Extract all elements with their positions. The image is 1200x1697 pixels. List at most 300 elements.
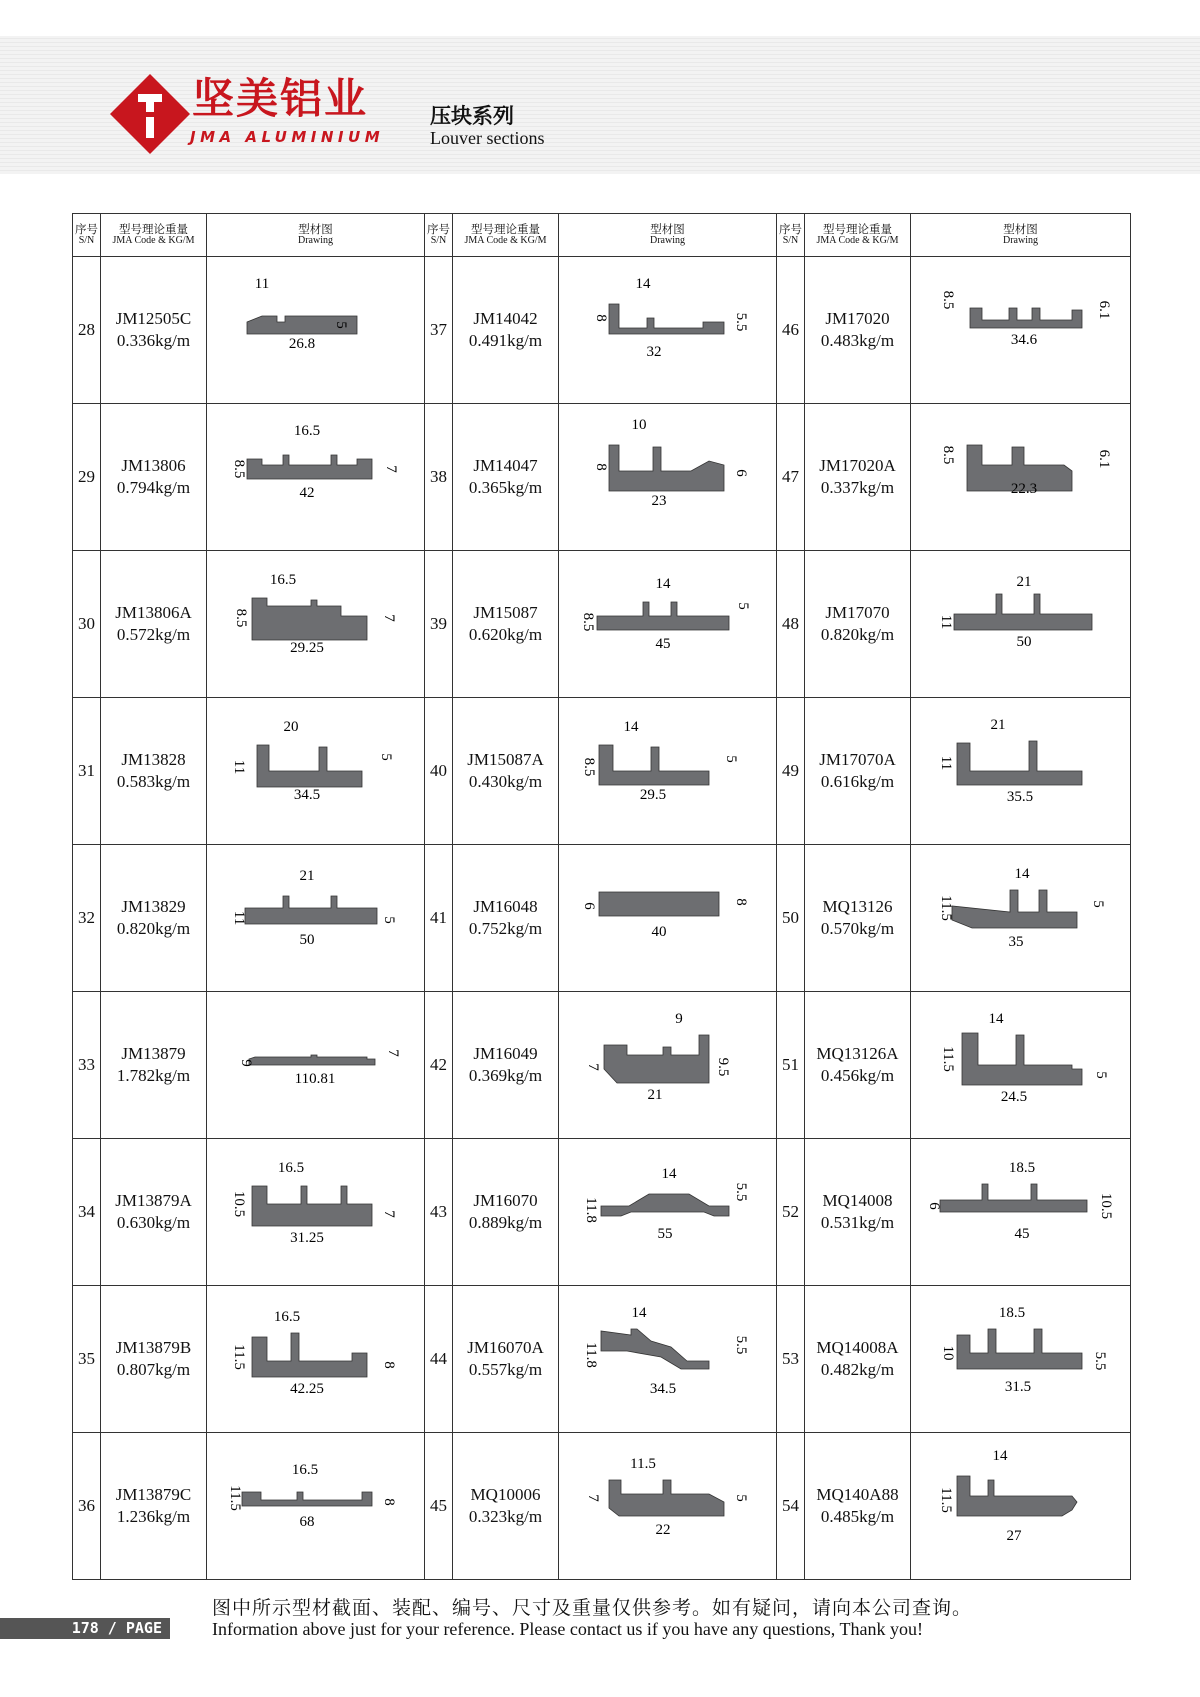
profile-drawing bbox=[559, 407, 776, 547]
profile-code: JM13879B bbox=[115, 1338, 192, 1357]
profile-drawing bbox=[559, 1289, 776, 1429]
dimension-label: 16.5 bbox=[291, 1462, 319, 1478]
dimension-label: 34.5 bbox=[293, 787, 321, 803]
profile-weight: 0.807kg/m bbox=[116, 1360, 191, 1379]
code-weight-cell bbox=[101, 1433, 207, 1580]
code-weight-cell bbox=[453, 1286, 559, 1433]
dimension-label: 9 bbox=[238, 1059, 254, 1067]
profile-section-shape bbox=[257, 745, 362, 787]
dimension-label: 34.5 bbox=[649, 1381, 677, 1397]
col-header-code: 型号理论重量 JMA Code & KG/M bbox=[101, 214, 207, 257]
profile-code: JM13879C bbox=[115, 1485, 192, 1504]
dimension-label: 11.5 bbox=[940, 1046, 956, 1072]
code-weight-cell bbox=[453, 404, 559, 551]
dimension-label: 20 bbox=[283, 719, 299, 735]
dimension-label: 8.5 bbox=[581, 757, 597, 777]
profile-code: JM15087A bbox=[467, 750, 544, 769]
profile-drawing-cell bbox=[559, 257, 777, 404]
serial-number: 53 bbox=[777, 1286, 805, 1433]
profile-drawing bbox=[559, 701, 776, 841]
serial-number: 44 bbox=[425, 1286, 453, 1433]
profile-drawing-cell bbox=[559, 845, 777, 992]
dimension-label: 18.5 bbox=[998, 1305, 1026, 1321]
table-row bbox=[73, 1433, 1131, 1580]
profile-drawing bbox=[559, 554, 776, 694]
dimension-label: 35 bbox=[1008, 934, 1024, 950]
dimension-label: 45 bbox=[1014, 1226, 1030, 1242]
profile-drawing bbox=[912, 260, 1129, 400]
dimension-label: 27 bbox=[1006, 1528, 1022, 1544]
profile-section-shape bbox=[962, 1033, 1082, 1085]
serial-number: 42 bbox=[425, 992, 453, 1139]
dimension-label: 9.5 bbox=[715, 1057, 731, 1077]
dimension-label: 42.25 bbox=[290, 1381, 324, 1397]
dimension-label: 8 bbox=[733, 898, 749, 906]
profile-section-shape bbox=[609, 445, 724, 491]
dimension-label: 50 bbox=[1016, 634, 1032, 650]
dimension-label: 11.8 bbox=[583, 1197, 599, 1223]
brand-name-cn: 坚美铝业 bbox=[192, 74, 369, 123]
serial-number: 38 bbox=[425, 404, 453, 551]
serial-number: 36 bbox=[73, 1433, 101, 1580]
serial-number: 28 bbox=[73, 257, 101, 404]
dimension-label: 5 bbox=[333, 321, 349, 329]
col-header-code: 型号理论重量 JMA Code & KG/M bbox=[805, 214, 911, 257]
profile-drawing-cell bbox=[911, 845, 1131, 992]
profile-weight: 0.456kg/m bbox=[820, 1066, 895, 1085]
serial-number: 37 bbox=[425, 257, 453, 404]
dimension-label: 11 bbox=[254, 276, 270, 292]
profile-drawing bbox=[559, 1142, 776, 1282]
dimension-label: 14 bbox=[623, 719, 639, 735]
serial-number: 50 bbox=[777, 845, 805, 992]
table-row bbox=[73, 551, 1131, 698]
profile-section-shape bbox=[609, 1480, 724, 1516]
profile-drawing bbox=[559, 260, 776, 400]
profile-drawing bbox=[559, 995, 776, 1135]
profile-weight: 0.820kg/m bbox=[116, 919, 191, 938]
profile-section-shape bbox=[245, 896, 377, 924]
profile-drawing-cell bbox=[207, 257, 425, 404]
dimension-label: 10 bbox=[631, 417, 647, 433]
profile-drawing-cell bbox=[207, 845, 425, 992]
profile-catalog-table bbox=[72, 213, 1131, 1580]
dimension-label: 6 bbox=[733, 469, 749, 477]
profile-code: JM17070A bbox=[819, 750, 896, 769]
profile-code: JM14042 bbox=[473, 309, 538, 328]
page-number: 178 / PAGE bbox=[0, 1618, 170, 1639]
serial-number: 41 bbox=[425, 845, 453, 992]
profile-section-shape bbox=[247, 455, 372, 479]
profile-weight: 0.570kg/m bbox=[820, 919, 895, 938]
serial-number: 43 bbox=[425, 1139, 453, 1286]
dimension-label: 42 bbox=[299, 485, 315, 501]
profile-drawing-cell bbox=[911, 257, 1131, 404]
dimension-label: 45 bbox=[655, 636, 671, 652]
profile-drawing-cell bbox=[207, 1433, 425, 1580]
profile-drawing bbox=[912, 701, 1129, 841]
code-weight-cell bbox=[805, 404, 911, 551]
profile-section-shape bbox=[252, 1333, 367, 1377]
dimension-label: 18.5 bbox=[1008, 1160, 1036, 1176]
profile-section-shape bbox=[957, 741, 1082, 785]
dimension-label: 5.5 bbox=[733, 312, 749, 332]
dimension-label: 14 bbox=[635, 276, 651, 292]
code-weight-cell bbox=[805, 551, 911, 698]
dimension-label: 22.3 bbox=[1010, 481, 1038, 497]
profile-weight: 0.365kg/m bbox=[468, 478, 543, 497]
dimension-label: 29.5 bbox=[639, 787, 667, 803]
code-weight-cell bbox=[453, 698, 559, 845]
profile-weight: 0.323kg/m bbox=[468, 1507, 543, 1526]
profile-code: JM16070 bbox=[473, 1191, 538, 1210]
profile-weight: 0.630kg/m bbox=[116, 1213, 191, 1232]
profile-drawing-cell bbox=[559, 992, 777, 1139]
dimension-label: 5 bbox=[378, 753, 394, 761]
profile-weight: 0.482kg/m bbox=[820, 1360, 895, 1379]
profile-code: JM12505C bbox=[115, 309, 192, 328]
profile-drawing bbox=[207, 407, 424, 547]
profile-weight: 1.236kg/m bbox=[116, 1507, 191, 1526]
dimension-label: 7 bbox=[585, 1494, 601, 1502]
dimension-label: 8 bbox=[593, 314, 609, 322]
profile-section-shape bbox=[604, 1035, 709, 1083]
dimension-label: 16.5 bbox=[277, 1160, 305, 1176]
dimension-label: 8 bbox=[381, 1361, 397, 1369]
dimension-label: 55 bbox=[657, 1226, 673, 1242]
profile-drawing-cell bbox=[911, 992, 1131, 1139]
dimension-label: 21 bbox=[1016, 574, 1032, 590]
dimension-label: 5 bbox=[733, 1494, 749, 1502]
dimension-label: 14 bbox=[992, 1448, 1008, 1464]
code-weight-cell bbox=[453, 1139, 559, 1286]
dimension-label: 8 bbox=[593, 463, 609, 471]
profile-code: MQ13126A bbox=[816, 1044, 899, 1063]
profile-drawing bbox=[912, 1289, 1129, 1429]
profile-drawing-cell bbox=[911, 698, 1131, 845]
profile-code: MQ10006 bbox=[470, 1485, 541, 1504]
profile-drawing bbox=[207, 554, 424, 694]
dimension-label: 14 bbox=[988, 1011, 1004, 1027]
code-weight-cell bbox=[453, 845, 559, 992]
profile-drawing bbox=[559, 848, 776, 988]
profile-drawing-cell bbox=[559, 1286, 777, 1433]
profile-drawing-cell bbox=[911, 551, 1131, 698]
profile-drawing-cell bbox=[559, 551, 777, 698]
dimension-label: 34.6 bbox=[1010, 332, 1038, 348]
profile-section-shape bbox=[601, 1194, 729, 1216]
code-weight-cell bbox=[805, 1286, 911, 1433]
section-title-cn: 压块系列 bbox=[430, 104, 514, 128]
dimension-label: 21 bbox=[647, 1087, 663, 1103]
dimension-label: 7 bbox=[585, 1063, 601, 1071]
serial-number: 33 bbox=[73, 992, 101, 1139]
profile-drawing-cell bbox=[207, 1139, 425, 1286]
profile-code: JM17020A bbox=[819, 456, 896, 475]
profile-drawing bbox=[912, 995, 1129, 1135]
profile-code: JM13829 bbox=[121, 897, 186, 916]
profile-weight: 0.485kg/m bbox=[820, 1507, 895, 1526]
dimension-label: 7 bbox=[385, 1049, 401, 1057]
profile-section-shape bbox=[609, 304, 724, 334]
profile-weight: 0.531kg/m bbox=[820, 1213, 895, 1232]
serial-number: 45 bbox=[425, 1433, 453, 1580]
serial-number: 54 bbox=[777, 1433, 805, 1580]
profile-drawing-cell bbox=[207, 551, 425, 698]
profile-drawing-cell bbox=[207, 992, 425, 1139]
table-row bbox=[73, 698, 1131, 845]
dimension-label: 7 bbox=[381, 1210, 397, 1218]
profile-drawing bbox=[207, 1289, 424, 1429]
profile-section-shape bbox=[954, 594, 1092, 630]
dimension-label: 21 bbox=[299, 868, 315, 884]
code-weight-cell bbox=[453, 551, 559, 698]
dimension-label: 9 bbox=[675, 1011, 683, 1027]
serial-number: 52 bbox=[777, 1139, 805, 1286]
dimension-label: 5 bbox=[1090, 900, 1106, 908]
dimension-label: 31.5 bbox=[1004, 1379, 1032, 1395]
serial-number: 48 bbox=[777, 551, 805, 698]
profile-weight: 0.889kg/m bbox=[468, 1213, 543, 1232]
dimension-label: 5.5 bbox=[1092, 1351, 1108, 1371]
code-weight-cell bbox=[805, 992, 911, 1139]
profile-weight: 0.336kg/m bbox=[116, 331, 191, 350]
profile-weight: 0.794kg/m bbox=[116, 478, 191, 497]
dimension-label: 11.5 bbox=[227, 1485, 243, 1511]
profile-drawing bbox=[912, 848, 1129, 988]
profile-section-shape bbox=[597, 602, 729, 630]
profile-drawing-cell bbox=[911, 404, 1131, 551]
serial-number: 47 bbox=[777, 404, 805, 551]
dimension-label: 68 bbox=[299, 1514, 315, 1530]
dimension-label: 31.25 bbox=[290, 1230, 324, 1246]
profile-drawing bbox=[912, 1142, 1129, 1282]
table-row bbox=[73, 1139, 1131, 1286]
profile-weight: 0.483kg/m bbox=[820, 331, 895, 350]
dimension-label: 6 bbox=[926, 1202, 942, 1210]
profile-weight: 1.782kg/m bbox=[116, 1066, 191, 1085]
profile-drawing-cell bbox=[559, 404, 777, 551]
code-weight-cell bbox=[101, 551, 207, 698]
profile-drawing bbox=[207, 1436, 424, 1576]
dimension-label: 26.8 bbox=[288, 336, 316, 352]
profile-code: JM13879 bbox=[121, 1044, 186, 1063]
profile-section-shape bbox=[940, 1184, 1087, 1212]
profile-code: MQ13126 bbox=[822, 897, 893, 916]
profile-weight: 0.557kg/m bbox=[468, 1360, 543, 1379]
footer-note-en: Information above just for your reference. Please contact us if you have any questions, Thank you! bbox=[212, 1619, 923, 1639]
dimension-label: 110.81 bbox=[294, 1071, 336, 1087]
dimension-label: 8.5 bbox=[231, 459, 247, 479]
profile-section-shape bbox=[252, 1186, 372, 1226]
code-weight-cell bbox=[805, 257, 911, 404]
col-header-sn: 序号 S/N bbox=[73, 214, 101, 257]
profile-code: JM16049 bbox=[473, 1044, 538, 1063]
profile-drawing-cell bbox=[911, 1139, 1131, 1286]
section-title-en: Louver sections bbox=[430, 128, 545, 148]
dimension-label: 14 bbox=[1014, 866, 1030, 882]
dimension-label: 21 bbox=[990, 717, 1006, 733]
dimension-label: 10.5 bbox=[231, 1190, 247, 1218]
serial-number: 35 bbox=[73, 1286, 101, 1433]
dimension-label: 11 bbox=[938, 755, 954, 771]
code-weight-cell bbox=[805, 1433, 911, 1580]
dimension-label: 5 bbox=[735, 602, 751, 610]
serial-number: 51 bbox=[777, 992, 805, 1139]
profile-drawing-cell bbox=[207, 698, 425, 845]
code-weight-cell bbox=[101, 404, 207, 551]
code-weight-cell bbox=[101, 845, 207, 992]
dimension-label: 23 bbox=[651, 493, 667, 509]
code-weight-cell bbox=[453, 1433, 559, 1580]
profile-section-shape bbox=[252, 598, 367, 640]
code-weight-cell bbox=[805, 845, 911, 992]
profile-weight: 0.572kg/m bbox=[116, 625, 191, 644]
dimension-label: 24.5 bbox=[1000, 1089, 1028, 1105]
profile-code: JM13806A bbox=[115, 603, 192, 622]
code-weight-cell bbox=[101, 992, 207, 1139]
col-header-sn: 序号 S/N bbox=[425, 214, 453, 257]
table-row bbox=[73, 992, 1131, 1139]
profile-code: JM13806 bbox=[121, 456, 186, 475]
profile-code: JM17020 bbox=[825, 309, 890, 328]
jma-logo-icon bbox=[108, 72, 192, 156]
dimension-label: 11.5 bbox=[630, 1456, 656, 1472]
code-weight-cell bbox=[805, 698, 911, 845]
profile-drawing bbox=[207, 260, 424, 400]
dimension-label: 10.5 bbox=[1098, 1192, 1114, 1220]
profile-code: JM14047 bbox=[473, 456, 538, 475]
dimension-label: 8.5 bbox=[940, 290, 956, 310]
profile-section-shape bbox=[957, 1476, 1077, 1516]
profile-code: JM13828 bbox=[121, 750, 186, 769]
profile-code: JM15087 bbox=[473, 603, 538, 622]
dimension-label: 6.1 bbox=[1096, 300, 1112, 320]
dimension-label: 7 bbox=[383, 465, 399, 473]
dimension-label: 5 bbox=[723, 755, 739, 763]
profile-weight: 0.620kg/m bbox=[468, 625, 543, 644]
serial-number: 31 bbox=[73, 698, 101, 845]
profile-code: JM16048 bbox=[473, 897, 538, 916]
profile-section-shape bbox=[249, 1055, 375, 1065]
profile-section-shape bbox=[599, 745, 709, 785]
col-header-drawing: 型材图 Drawing bbox=[207, 214, 425, 257]
profile-section-shape bbox=[970, 308, 1082, 328]
profile-section-shape bbox=[952, 890, 1077, 928]
profile-drawing bbox=[207, 848, 424, 988]
profile-weight: 0.820kg/m bbox=[820, 625, 895, 644]
profile-section-shape bbox=[601, 1329, 709, 1369]
dimension-label: 5 bbox=[381, 916, 397, 924]
profile-drawing-cell bbox=[911, 1286, 1131, 1433]
table-row bbox=[73, 257, 1131, 404]
code-weight-cell bbox=[453, 992, 559, 1139]
table-row bbox=[73, 845, 1131, 992]
dimension-label: 11.5 bbox=[231, 1344, 247, 1370]
code-weight-cell bbox=[101, 698, 207, 845]
profile-drawing-cell bbox=[559, 1433, 777, 1580]
profile-drawing-cell bbox=[911, 1433, 1131, 1580]
profile-drawing-cell bbox=[559, 698, 777, 845]
profile-weight: 0.752kg/m bbox=[468, 919, 543, 938]
profile-section-shape bbox=[242, 1492, 372, 1506]
serial-number: 39 bbox=[425, 551, 453, 698]
profile-weight: 0.430kg/m bbox=[468, 772, 543, 791]
dimension-label: 11.8 bbox=[583, 1342, 599, 1368]
dimension-label: 16.5 bbox=[269, 572, 297, 588]
code-weight-cell bbox=[101, 1139, 207, 1286]
profile-section-shape bbox=[957, 1329, 1082, 1369]
serial-number: 40 bbox=[425, 698, 453, 845]
dimension-label: 11.5 bbox=[938, 895, 954, 921]
profile-code: JM17070 bbox=[825, 603, 890, 622]
dimension-label: 11 bbox=[231, 759, 247, 775]
dimension-label: 16.5 bbox=[273, 1309, 301, 1325]
profile-drawing bbox=[207, 1142, 424, 1282]
table-row bbox=[73, 1286, 1131, 1433]
code-weight-cell bbox=[101, 1286, 207, 1433]
profile-weight: 0.369kg/m bbox=[468, 1066, 543, 1085]
profile-drawing bbox=[207, 995, 424, 1135]
profile-code: JM13879A bbox=[115, 1191, 192, 1210]
profile-drawing-cell bbox=[559, 1139, 777, 1286]
serial-number: 34 bbox=[73, 1139, 101, 1286]
footer-note-cn: 图中所示型材截面、装配、编号、尺寸及重量仅供参考。如有疑问，请向本公司查询。 bbox=[212, 1597, 973, 1619]
col-header-code: 型号理论重量 JMA Code & KG/M bbox=[453, 214, 559, 257]
profile-drawing bbox=[912, 407, 1129, 547]
profile-code: MQ14008 bbox=[822, 1191, 893, 1210]
dimension-label: 8.5 bbox=[233, 608, 249, 628]
profile-code: JM16070A bbox=[467, 1338, 544, 1357]
dimension-label: 35.5 bbox=[1006, 789, 1034, 805]
dimension-label: 50 bbox=[299, 932, 315, 948]
profile-drawing bbox=[559, 1436, 776, 1576]
dimension-label: 11.5 bbox=[938, 1487, 954, 1513]
serial-number: 29 bbox=[73, 404, 101, 551]
col-header-sn: 序号 S/N bbox=[777, 214, 805, 257]
code-weight-cell bbox=[805, 1139, 911, 1286]
profile-code: MQ14008A bbox=[816, 1338, 899, 1357]
dimension-label: 8.5 bbox=[580, 612, 596, 632]
dimension-label: 7 bbox=[381, 614, 397, 622]
dimension-label: 6.1 bbox=[1096, 449, 1112, 469]
dimension-label: 22 bbox=[655, 1522, 671, 1538]
profile-drawing bbox=[207, 701, 424, 841]
dimension-label: 5.5 bbox=[733, 1182, 749, 1202]
profile-code: MQ140A88 bbox=[816, 1485, 899, 1504]
serial-number: 32 bbox=[73, 845, 101, 992]
profile-weight: 0.583kg/m bbox=[116, 772, 191, 791]
dimension-label: 6 bbox=[581, 902, 597, 910]
dimension-label: 11 bbox=[938, 614, 954, 630]
dimension-label: 14 bbox=[631, 1305, 647, 1321]
dimension-label: 10 bbox=[940, 1345, 956, 1361]
brand-name-en: JMA ALUMINIUM bbox=[190, 128, 385, 146]
dimension-label: 8.5 bbox=[940, 445, 956, 465]
dimension-label: 16.5 bbox=[293, 423, 321, 439]
dimension-label: 11 bbox=[231, 910, 247, 926]
profile-drawing bbox=[912, 1436, 1129, 1576]
profile-drawing-cell bbox=[207, 404, 425, 551]
dimension-label: 14 bbox=[655, 576, 671, 592]
profile-weight: 0.491kg/m bbox=[468, 331, 543, 350]
profile-weight: 0.337kg/m bbox=[820, 478, 895, 497]
profile-section-shape bbox=[599, 892, 719, 916]
dimension-label: 5 bbox=[1093, 1071, 1109, 1079]
table-header-row bbox=[73, 214, 1131, 257]
profile-drawing-cell bbox=[207, 1286, 425, 1433]
serial-number: 46 bbox=[777, 257, 805, 404]
